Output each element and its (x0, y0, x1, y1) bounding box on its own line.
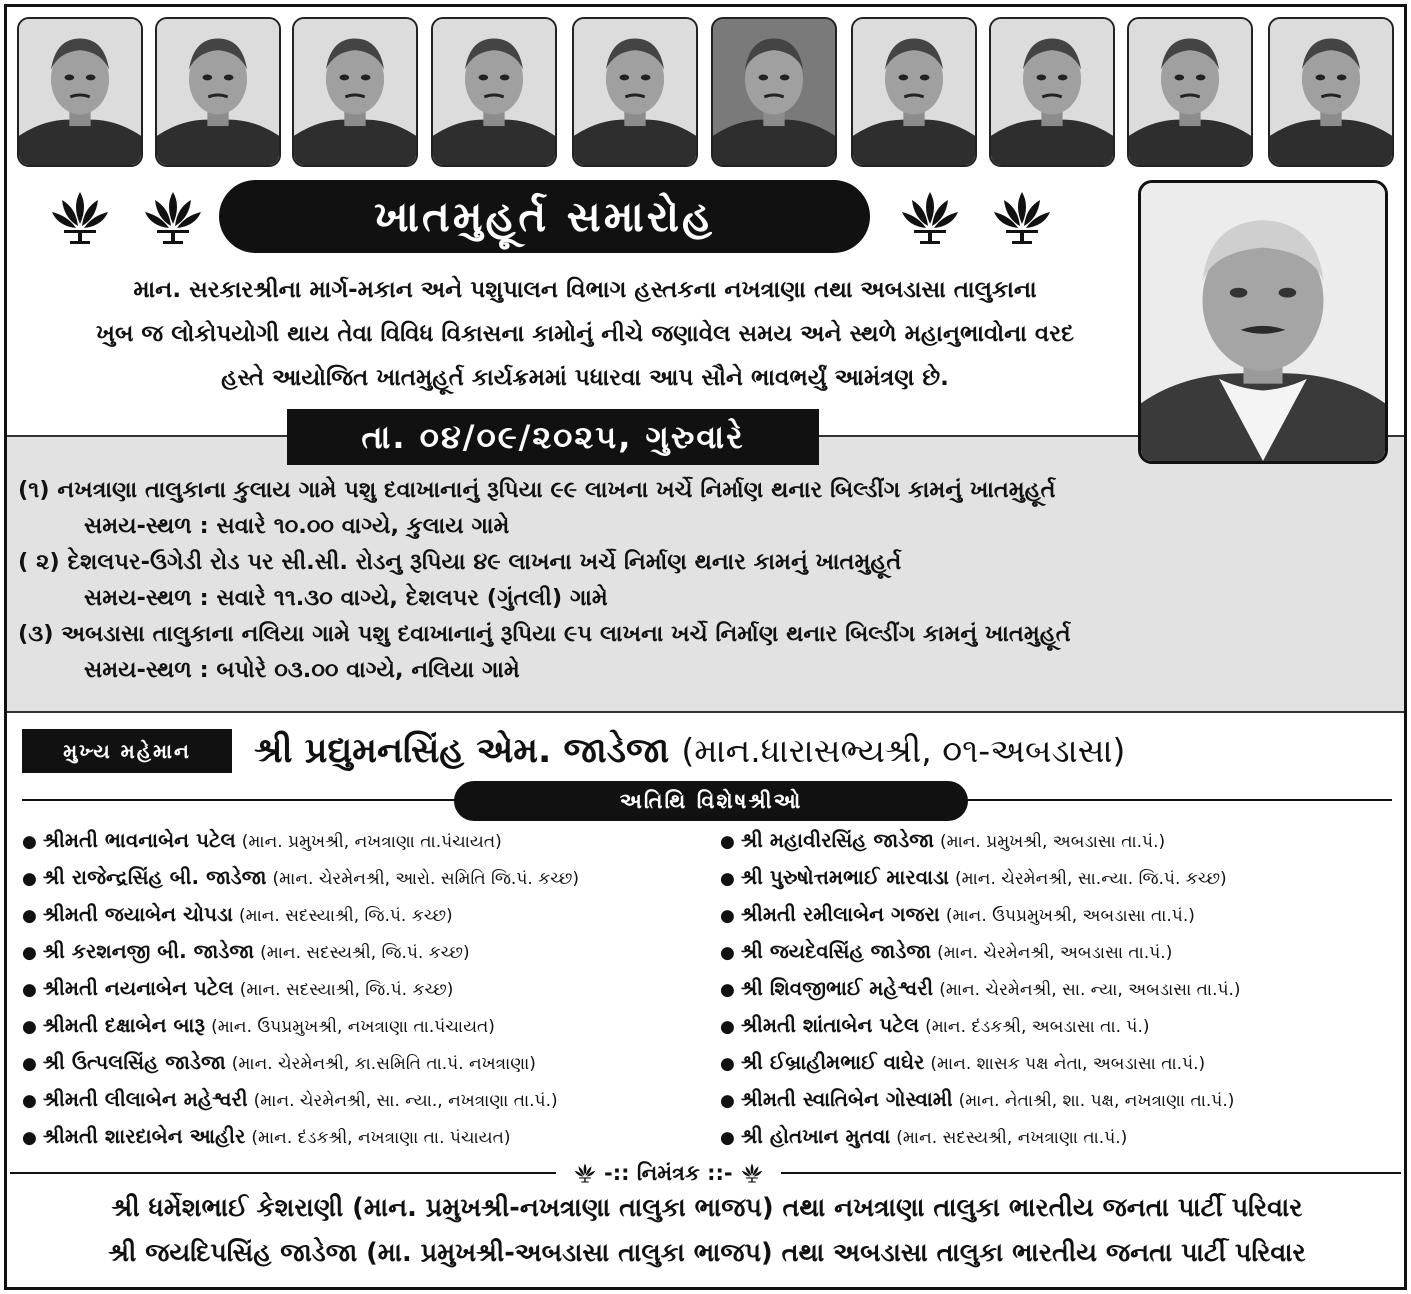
inviter-heading: -:: નિમંત્રક ::- (604, 1160, 733, 1185)
bullet-icon: ● (720, 1128, 735, 1148)
guest-item (22, 970, 722, 1007)
guest-item (720, 859, 1400, 896)
guest-role: (માન. ઉપપ્રમુખશ્રી, અબડાસા તા.પં.) (945, 906, 1195, 926)
bullet-icon: ● (22, 943, 37, 963)
bullet-icon: ● (720, 1017, 735, 1037)
lotus-icon (143, 188, 203, 246)
portrait-6 (711, 17, 837, 167)
intro-line: હસ્તે આયોજિત ખાતમુહૂર્ત કાર્યક્રમમાં પધારવા આપ સૌને ભાવભર્યું આમંત્રણ છે. (221, 365, 949, 391)
guest-name: શ્રીમતી શાંતાબેન પટેલ (740, 1013, 920, 1037)
bullet-icon: ● (720, 832, 735, 852)
bullet-icon: ● (22, 1017, 37, 1037)
portrait-1 (17, 17, 143, 167)
guest-item (22, 1118, 722, 1155)
bullet-icon: ● (22, 1091, 37, 1111)
guest-item (720, 822, 1400, 859)
portrait-2 (155, 17, 281, 167)
guest-role: (માન. દંડકશ્રી, અબડાસા તા. પં.) (925, 1017, 1150, 1037)
guest-item (720, 1044, 1400, 1081)
chief-guest-photo (1138, 180, 1388, 464)
guest-item (22, 933, 722, 970)
guest-item (22, 1081, 722, 1118)
chief-guest-name: શ્રી પ્રદ્યુમનસિંહ એમ. જાડેજા (254, 731, 670, 771)
intro-line: ખુબ જ લોકોપયોગી થાય તેવા વિવિધ વિકાસના કામોનું નીચે જણાવેલ સમય અને સ્થળે મહાનુભાવોના વરદ (96, 321, 1074, 347)
guest-item (22, 859, 722, 896)
bullet-icon: ● (22, 832, 37, 852)
guest-name: શ્રીમતી શારદાબેન આહીર (42, 1124, 246, 1148)
guest-role: (માન. ઉપપ્રમુખશ્રી, નખત્રાણા તા.પંચાયત) (211, 1017, 495, 1037)
guest-role: (માન. પ્રમુખશ્રી, અબડાસા તા.પં.) (939, 832, 1166, 852)
bullet-icon: ● (720, 869, 735, 889)
guest-role: (માન. શાસક પક્ષ નેતા, અબડાસા તા.પં.) (930, 1054, 1206, 1074)
guest-item (720, 1081, 1400, 1118)
guest-name: શ્રી જયદેવસિંહ જાડેજા (740, 939, 932, 963)
guest-item (22, 822, 722, 859)
guest-name: શ્રી શિવજીભાઈ મહેશ્વરી (740, 976, 934, 1000)
chief-guest-row (22, 726, 1392, 776)
guest-role: (માન. ચેરમેનશ્રી, સા.ન્યા. જિ.પં. કચ્છ) (955, 869, 1227, 889)
portrait-9 (1127, 17, 1253, 167)
lotus-icon (50, 188, 110, 246)
intro-paragraph (30, 268, 1140, 400)
bullet-icon: ● (22, 869, 37, 889)
inviter-heading-block (556, 1158, 781, 1188)
lotus-icon (900, 188, 960, 246)
bullet-icon: ● (22, 1128, 37, 1148)
guest-name: શ્રી મહાવીરસિંહ જાડેજા (740, 828, 934, 852)
guest-name: શ્રીમતી ભાવનાબેન પટેલ (42, 828, 236, 852)
guest-item (720, 1007, 1400, 1044)
guest-name: શ્રીમતી સ્વાતિબેન ગોસ્વામી (740, 1087, 953, 1111)
guest-item (720, 970, 1400, 1007)
bullet-icon: ● (720, 906, 735, 926)
guest-name: શ્રીમતી જયાબેન ચોપડા (42, 902, 233, 926)
guest-role: (માન. દંડકશ્રી, નખત્રાણા તા. પંચાયત) (251, 1128, 511, 1148)
bullet-icon: ● (22, 906, 37, 926)
portrait-3 (292, 17, 418, 167)
guest-name: શ્રી હોતખાન મુતવા (740, 1124, 891, 1148)
inviter-line: શ્રી જયદિપસિંહ જાડેજા (મા. પ્રમુખશ્રી-અબડાસા તાલુકા ભાજપ) તથા અબડાસા તાલુકા ભારતીય જનતા પાર્ટી પરિવાર (108, 1238, 1306, 1268)
chief-guest-role: (માન.ધારાસભ્યશ્રી, ૦૧-અબડાસા) (681, 731, 1126, 770)
portrait-7 (851, 17, 977, 167)
guest-name: શ્રી ઈબ્રાહીમભાઈ વાઘેર (740, 1050, 925, 1074)
lotus-icon (741, 1162, 763, 1184)
guest-name: શ્રી રાજેન્દ્રસિંહ બી. જાડેજા (42, 865, 267, 889)
guest-role: (માન. સદસ્યશ્રી, જિ.પં. કચ્છ) (260, 943, 470, 963)
guest-role: (માન. ચેરમેનશ્રી, અબડાસા તા.પં.) (937, 943, 1173, 963)
guest-item (22, 896, 722, 933)
portrait-10 (1268, 17, 1394, 167)
event-title: ખાતમુહૂર્ત સમારોહ (219, 180, 870, 253)
bullet-icon: ● (22, 1054, 37, 1074)
guest-name: શ્રીમતી લીલાબેન મહેશ્વરી (42, 1087, 248, 1111)
guest-item (720, 1118, 1400, 1155)
portrait-4 (431, 17, 557, 167)
guest-name: શ્રી પુરુષોત્તમભાઈ મારવાડા (740, 865, 949, 889)
chief-guest (254, 731, 1125, 771)
works-list (18, 472, 1398, 688)
work-time-place: સમય-સ્થળ : બપોરે ૦૩.૦૦ વાગ્યે, નલિયા ગામે (84, 657, 520, 683)
inviter-line: શ્રી ધર્મેશભાઈ કેશરાણી (માન. પ્રમુખશ્રી-નખત્રાણા તાલુકા ભાજપ) તથા નખત્રાણા તાલુકા ભારતીય જનતા પાર્ટી પરિવાર (111, 1193, 1303, 1223)
guest-role: (માન. સદસ્યાશ્રી, જિ.પં. કચ્છ) (239, 980, 454, 1000)
bullet-icon: ● (720, 1091, 735, 1111)
special-guests-heading: અતિથિ વિશેષશ્રીઓ (454, 781, 968, 821)
guest-list-right (720, 822, 1400, 1155)
work-item: ( ૨) દેશલપર-ઉગેડી રોડ પર સી.સી. રોડનુ રૂપિયા ૪૯ લાખના ખર્ચે નિર્માણ થનાર કામનું ખાતમુહૂર્ત (18, 549, 902, 575)
event-date: તા. ૦૪/૦૯/૨૦૨૫, ગુરુવારે (287, 409, 819, 465)
guest-item (720, 933, 1400, 970)
portrait-5 (572, 17, 698, 167)
lotus-icon (992, 188, 1052, 246)
guest-item (720, 896, 1400, 933)
guest-role: (માન. પ્રમુખશ્રી, નખત્રાણા તા.પંચાયત) (241, 832, 502, 852)
intro-line: માન. સરકારશ્રીના માર્ગ-મકાન અને પશુપાલન વિભાગ હસ્તકના નખત્રાણા તથા અબડાસા તાલુકાના (133, 277, 1037, 303)
chief-guest-label: મુખ્ય મહેમાન (22, 729, 232, 773)
guest-role: (માન. ચેરમેનશ્રી, સા. ન્યા., નખત્રાણા તા.પં.) (253, 1091, 558, 1111)
bullet-icon: ● (720, 980, 735, 1000)
guest-role: (માન. ચેરમેનશ્રી, આરો. સમિતિ જિ.પં. કચ્છ) (272, 869, 580, 889)
lotus-icon (574, 1162, 596, 1184)
guest-name: શ્રી કરશનજી બી. જાડેજા (42, 939, 255, 963)
bullet-icon: ● (22, 980, 37, 1000)
guest-list-left (22, 822, 722, 1155)
work-item: (૩) અબડાસા તાલુકાના નલિયા ગામે પશુ દવાખાનાનું રૂપિયા ૯૫ લાખના ખર્ચે નિર્માણ થનાર બિલ્ડીંગ કામનું ખાતમુહૂર્ત (18, 621, 1071, 647)
guest-role: (માન. ચેરમેનશ્રી, સા. ન્યા, અબડાસા તા.પં.) (939, 980, 1241, 1000)
guest-role: (માન. સદસ્યાશ્રી, જિ.પં. કચ્છ) (238, 906, 453, 926)
guest-name: શ્રી ઉત્પલસિંહ જાડેજા (42, 1050, 226, 1074)
guest-name: શ્રીમતી નયનાબેન પટેલ (42, 976, 234, 1000)
bullet-icon: ● (720, 943, 735, 963)
portrait-8 (989, 17, 1115, 167)
work-time-place: સમય-સ્થળ : સવારે ૧૧.૩૦ વાગ્યે, દેશલપર (ગુંતલી) ગામે (84, 585, 608, 611)
bullet-icon: ● (720, 1054, 735, 1074)
guest-item (22, 1007, 722, 1044)
guest-item (22, 1044, 722, 1081)
guest-role: (માન. ચેરમેનશ્રી, કા.સમિતિ તા.પં. નખત્રાણા) (231, 1054, 536, 1074)
guest-role: (માન. સદસ્યશ્રી, નખત્રાણા તા.પં.) (896, 1128, 1128, 1148)
guest-name: શ્રીમતી રમીલાબેન ગજરા (740, 902, 940, 926)
work-item: (૧) નખત્રાણા તાલુકાના કુલાય ગામે પશુ દવાખાનાનું રૂપિયા ૯૯ લાખના ખર્ચે નિર્માણ થનાર બિલ્ડીંગ કામનું ખાતમુહૂર્ત (18, 477, 1056, 503)
guest-name: શ્રીમતી દક્ષાબેન બારૂ (42, 1013, 206, 1037)
work-time-place: સમય-સ્થળ : સવારે ૧૦.૦૦ વાગ્યે, કુલાય ગામે (84, 513, 510, 539)
guest-role: (માન. નેતાશ્રી, શા. પક્ષ, નખત્રાણા તા.પં.) (958, 1091, 1235, 1111)
